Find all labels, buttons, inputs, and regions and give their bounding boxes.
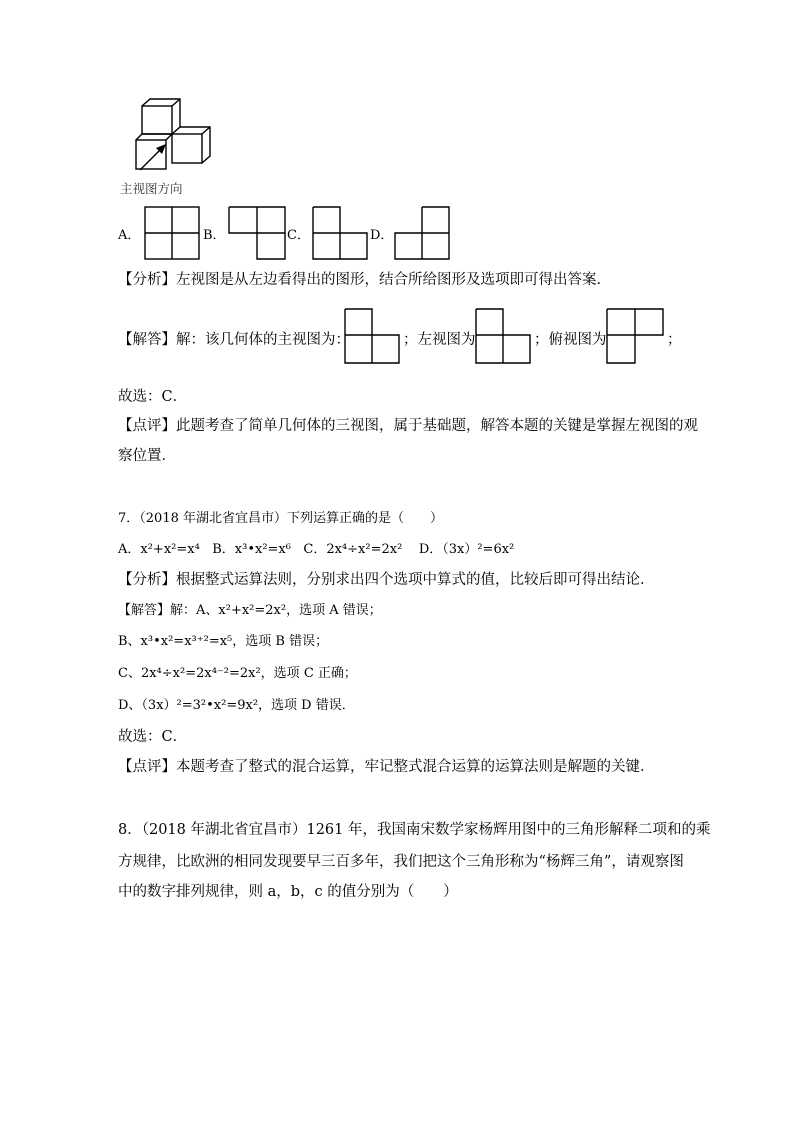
q8-line1: 8．（2018 年湖北省宜昌市）1261 年，我国南宋数学家杨辉用图中的三角形解释二项和的乘 [118, 822, 711, 838]
q7-analysis: 【分析】根据整式运算法则，分别求出四个选项中算式的值，比较后即可得出结论． [118, 572, 655, 588]
q7-answer-c: C、2x⁴÷x²=2x⁴⁻²=2x²，选项 C 正确； [118, 666, 357, 681]
q6-comment-line1: 【点评】此题考查了简单几何体的三视图，属于基础题，解答本题的关键是掌握左视图的观 [118, 418, 698, 434]
q6-answer-prefix: 【解答】解：该几何体的主视图为： [118, 332, 350, 348]
q7-answer-b: B、x³•x²=x³⁺²=x⁵，选项 B 错误； [118, 634, 329, 649]
q7-comment: 【点评】本题考查了整式的混合运算，牢记整式混合运算的运算法则是解题的关键． [118, 759, 655, 775]
left-view-grid [475, 308, 535, 366]
q6-analysis: 【分析】左视图是从左边看得出的图形，结合所给图形及选项即可得出答案． [118, 272, 611, 288]
q7-answer-a: 【解答】解：A、x²+x²=2x²，选项 A 错误； [118, 603, 382, 618]
q7-options: A．x²+x²=x⁴ B．x³•x²=x⁶ C．2x⁴÷x²=2x² D．（3x）²=6x² [118, 542, 515, 557]
q6-left-view-text: ；左视图为 [403, 332, 476, 348]
q6-end-text: ； [667, 332, 682, 348]
q7-choice: 故选：C． [118, 729, 188, 745]
front-view-grid [344, 308, 404, 366]
q6-choice: 故选：C． [118, 389, 188, 405]
arrow-up-right-icon [136, 134, 176, 174]
q7-answer-d: D、（3x）²=3²•x²=9x²，选项 D 错误． [118, 698, 355, 713]
option-d-grid [394, 206, 456, 262]
q6-top-view-text: ；俯视图为 [534, 332, 607, 348]
option-b-grid [228, 206, 290, 262]
right-cube [172, 127, 210, 163]
option-c-label: C． [287, 228, 310, 243]
option-b-label: B． [203, 228, 226, 243]
option-c-grid [312, 206, 374, 262]
q6-comment-line2: 察位置． [118, 448, 176, 464]
q8-line3: 中的数字排列规律，则 a，b，c 的值分别为（ ） [118, 884, 458, 900]
option-d-label: D． [370, 228, 394, 243]
q8-line2: 方规律，比欧洲的相同发现要早三百多年，我们把这个三角形称为“杨辉三角”，请观察图 [118, 854, 684, 870]
figure-caption: 主视图方向 [120, 181, 183, 196]
q7-title: 7．（2018 年湖北省宜昌市）下列运算正确的是（ ） [118, 511, 443, 526]
option-a-label: A． [118, 228, 141, 243]
top-cube [142, 99, 180, 134]
option-a-grid [144, 206, 204, 262]
top-view-grid [606, 308, 668, 366]
